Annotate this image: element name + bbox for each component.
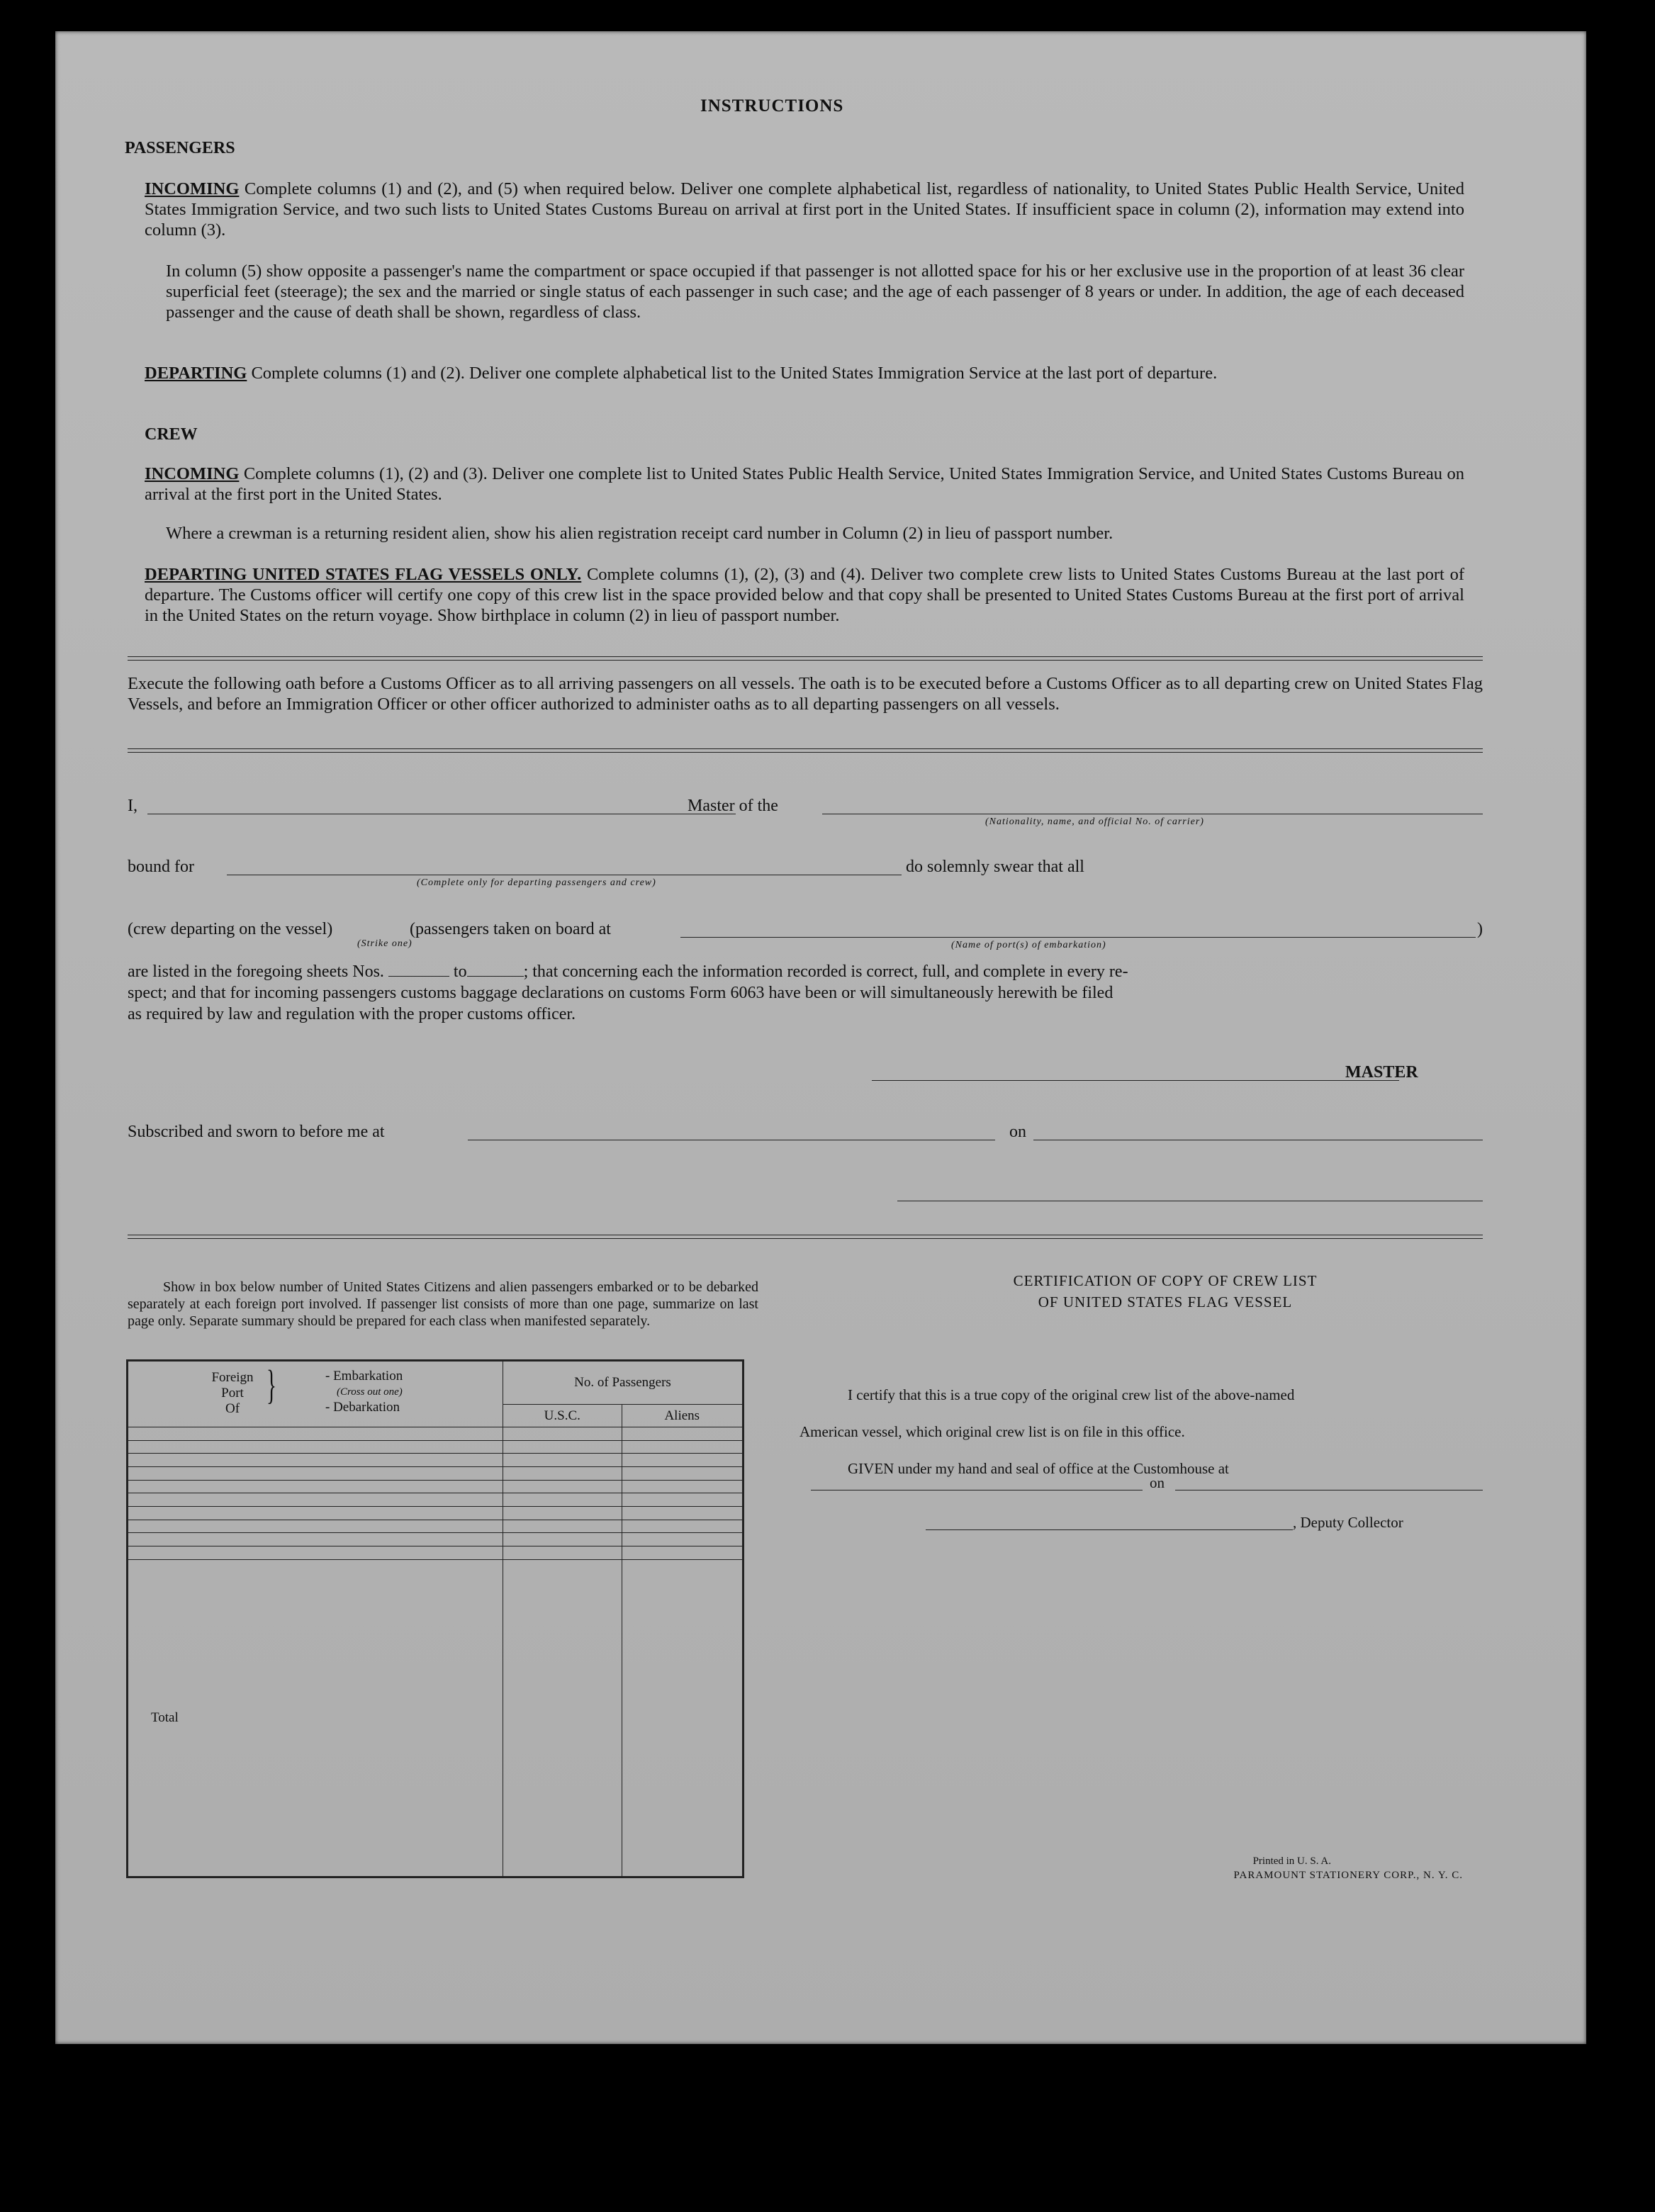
- port-cell[interactable]: [128, 1493, 503, 1507]
- aliens-cell[interactable]: [622, 1520, 743, 1533]
- passengers-incoming-paragraph: [145, 179, 1464, 240]
- port-cell[interactable]: [128, 1467, 503, 1481]
- no-of-passengers-header: No. of Passengers: [503, 1361, 744, 1405]
- listed-text-3: spect; and that for incoming passengers customs baggage declarations on customs Form 6063 have been or will simultaneously herewith be filed: [128, 984, 1113, 1002]
- usc-cell[interactable]: [503, 1440, 622, 1454]
- crew-departing-option: (crew departing on the vessel): [128, 920, 333, 938]
- passengers-heading: PASSENGERS: [125, 139, 235, 157]
- port-cell[interactable]: [128, 1546, 503, 1560]
- aliens-cell[interactable]: [622, 1480, 743, 1493]
- printer-imprint: [1101, 1854, 1463, 1882]
- section-divider: [128, 748, 1483, 753]
- total-label: Total: [128, 1559, 503, 1877]
- listed-paragraph: [128, 961, 1483, 1025]
- table-row: [128, 1533, 744, 1546]
- deputy-collector-label: , Deputy Collector: [1293, 1514, 1403, 1531]
- usc-header: U.S.C.: [503, 1405, 622, 1427]
- swear-label: do solemnly swear that all: [906, 858, 1084, 876]
- master-signature-field[interactable]: [872, 1080, 1399, 1081]
- aliens-cell[interactable]: [622, 1533, 743, 1546]
- table-row: [128, 1507, 744, 1520]
- usc-cell[interactable]: [503, 1427, 622, 1441]
- sheet-to-field[interactable]: [467, 962, 524, 977]
- port-cell[interactable]: [128, 1480, 503, 1493]
- passengers-incoming-label: INCOMING: [145, 179, 240, 198]
- usc-cell[interactable]: [503, 1454, 622, 1467]
- usc-cell[interactable]: [503, 1546, 622, 1560]
- usc-cell[interactable]: [503, 1480, 622, 1493]
- certification-line-3: GIVEN under my hand and seal of office at the Customhouse at: [848, 1460, 1229, 1477]
- crew-incoming-label: INCOMING: [145, 464, 240, 483]
- sheet-from-field[interactable]: [388, 962, 449, 977]
- table-row: [128, 1480, 744, 1493]
- usc-cell[interactable]: [503, 1467, 622, 1481]
- certification-title-line-1: CERTIFICATION OF COPY OF CREW LIST: [1013, 1272, 1318, 1289]
- crew-departing-text: Complete columns (1), (2), (3) and (4). Deliver two complete crew lists to United States Customs Bureau at the last port of departure. The Customs officer will certify one copy of this crew list in the space provided below and that copy shall be presented to United States Customs Bureau at the first port of arrival in the United States on the return voyage. Show birthplace in column (2) in lieu of passport number.: [145, 565, 1464, 625]
- port-cell[interactable]: [128, 1440, 503, 1454]
- listed-text-4: as required by law and regulation with the proper customs officer.: [128, 1005, 576, 1023]
- crew-incoming-text: Complete columns (1), (2) and (3). Deliver one complete list to United States Public Health Service, United States Immigration Service, and United States Customs Bureau on arrival at the first port in the United States.: [145, 464, 1464, 504]
- debarkation-option: - Debarkation: [325, 1400, 400, 1415]
- table-row: [128, 1454, 744, 1467]
- deputy-signature-field[interactable]: [926, 1529, 1293, 1530]
- bound-for-label: bound for: [128, 858, 194, 876]
- aliens-cell[interactable]: [622, 1454, 743, 1467]
- usc-total-cell[interactable]: [503, 1559, 622, 1877]
- crew-departing-label: DEPARTING UNITED STATES FLAG VESSELS ONLY.: [145, 565, 582, 584]
- of-label: Of: [225, 1401, 240, 1416]
- summary-instructions: Show in box below number of United States Citizens and alien passengers embarked or to be debarked separately at each foreign port involved. If passenger list consists of more than one page, summarize on last page only. Separate summary should be prepared for each class when manifested separately.: [128, 1279, 758, 1329]
- carrier-caption: (Nationality, name, and official No. of carrier): [985, 816, 1204, 827]
- total-row: [128, 1559, 744, 1877]
- listed-text-1: are listed in the foregoing sheets Nos.: [128, 962, 384, 981]
- passengers-taken-option: (passengers taken on board at: [410, 920, 611, 938]
- aliens-total-cell[interactable]: [622, 1559, 743, 1877]
- crew-heading: CREW: [145, 425, 198, 444]
- master-of-the-label: Master of the: [688, 797, 778, 815]
- bound-for-caption: (Complete only for departing passengers and crew): [417, 877, 656, 888]
- oath-i-label: I,: [128, 797, 138, 815]
- passengers-departing-paragraph: [145, 363, 1464, 383]
- usc-cell[interactable]: [503, 1533, 622, 1546]
- printer-name: PARAMOUNT STATIONERY CORP., N. Y. C.: [1233, 1870, 1463, 1881]
- usc-cell[interactable]: [503, 1520, 622, 1533]
- section-divider: [128, 656, 1483, 661]
- port-cell[interactable]: [128, 1520, 503, 1533]
- foreign-port-header: [128, 1361, 503, 1427]
- aliens-cell[interactable]: [622, 1440, 743, 1454]
- table-row: [128, 1440, 744, 1454]
- table-row: [128, 1546, 744, 1560]
- listed-to-label: to: [453, 962, 467, 981]
- strike-one-caption: (Strike one): [357, 938, 413, 949]
- page-title: INSTRUCTIONS: [700, 96, 844, 116]
- printed-in-usa: Printed in U. S. A.: [1252, 1856, 1331, 1867]
- usc-cell[interactable]: [503, 1493, 622, 1507]
- port-cell[interactable]: [128, 1427, 503, 1441]
- table-row: [128, 1467, 744, 1481]
- passengers-departing-label: DEPARTING: [145, 364, 247, 383]
- subscribed-label: Subscribed and sworn to before me at: [128, 1123, 385, 1141]
- port-cell[interactable]: [128, 1533, 503, 1546]
- passengers-incoming-text: Complete columns (1) and (2), and (5) when required below. Deliver one complete alphabetical list, regardless of nationality, to United States Public Health Service, United States Immigration Service, and two such lists to United States Customs Bureau on arrival at first port in the United States. If insufficient space in column (2), information may extend into column (3).: [145, 179, 1465, 240]
- port-cell[interactable]: [128, 1507, 503, 1520]
- aliens-cell[interactable]: [622, 1493, 743, 1507]
- aliens-header: Aliens: [622, 1405, 743, 1427]
- aliens-cell[interactable]: [622, 1467, 743, 1481]
- column5-paragraph: In column (5) show opposite a passenger's name the compartment or space occupied if that passenger is not allotted space for his or her exclusive use in the proportion of at least 36 clear superficial feet (steerage); the sex and the married or single status of each passenger in such case; and the age of each passenger of 8 years or under. In addition, the age of each deceased passenger and the cause of death shall be shown, regardless of class.: [166, 262, 1464, 322]
- form-sheet: [55, 31, 1586, 2044]
- listed-text-2: ; that concerning each the information recorded is correct, full, and complete in every re-: [523, 962, 1128, 981]
- crew-incoming-paragraph: [145, 464, 1464, 505]
- table-row: [128, 1493, 744, 1507]
- foreign-label: Foreign: [211, 1370, 254, 1385]
- cross-out-note: (Cross out one): [337, 1386, 403, 1398]
- master-label: MASTER: [1345, 1063, 1418, 1082]
- port-cell[interactable]: [128, 1454, 503, 1467]
- embarkation-option: - Embarkation: [325, 1369, 403, 1383]
- section-divider: [128, 1235, 1483, 1239]
- certification-on-label: on: [1150, 1474, 1165, 1491]
- oath-intro: Execute the following oath before a Customs Officer as to all arriving passengers on all vessels. The oath is to be executed before a Customs Officer as to all departing crew on United States Flag Vessels, and before an Immigration Officer or other officer authorized to administer oaths as to all departing passengers on all vessels.: [128, 674, 1483, 714]
- sworn-on-label: on: [1009, 1123, 1026, 1141]
- usc-cell[interactable]: [503, 1507, 622, 1520]
- port-label: Port: [221, 1386, 244, 1400]
- certification-title-line-2: OF UNITED STATES FLAG VESSEL: [1038, 1293, 1293, 1310]
- crew-departing-paragraph: [145, 564, 1464, 626]
- resident-alien-paragraph: Where a crewman is a returning resident alien, show his alien registration receipt card number in Column (2) in lieu of passport number.: [166, 524, 1113, 543]
- certification-line-1: I certify that this is a true copy of the original crew list of the above-named: [848, 1386, 1295, 1403]
- closing-paren: ): [1477, 920, 1483, 938]
- table-row: [128, 1427, 744, 1441]
- port-caption: (Name of port(s) of embarkation): [951, 940, 1106, 950]
- aliens-cell[interactable]: [622, 1427, 743, 1441]
- brace-icon: }: [266, 1362, 276, 1408]
- passenger-summary-table: [126, 1359, 744, 1878]
- table-row: [128, 1520, 744, 1533]
- embarkation-port-field[interactable]: [680, 937, 1476, 938]
- certification-line-2: American vessel, which original crew list is on file in this office.: [800, 1423, 1185, 1440]
- certification-title: [931, 1270, 1399, 1313]
- passengers-departing-text: Complete columns (1) and (2). Deliver one complete alphabetical list to the United States Immigration Service at the last port of departure.: [251, 364, 1218, 383]
- aliens-cell[interactable]: [622, 1507, 743, 1520]
- aliens-cell[interactable]: [622, 1546, 743, 1560]
